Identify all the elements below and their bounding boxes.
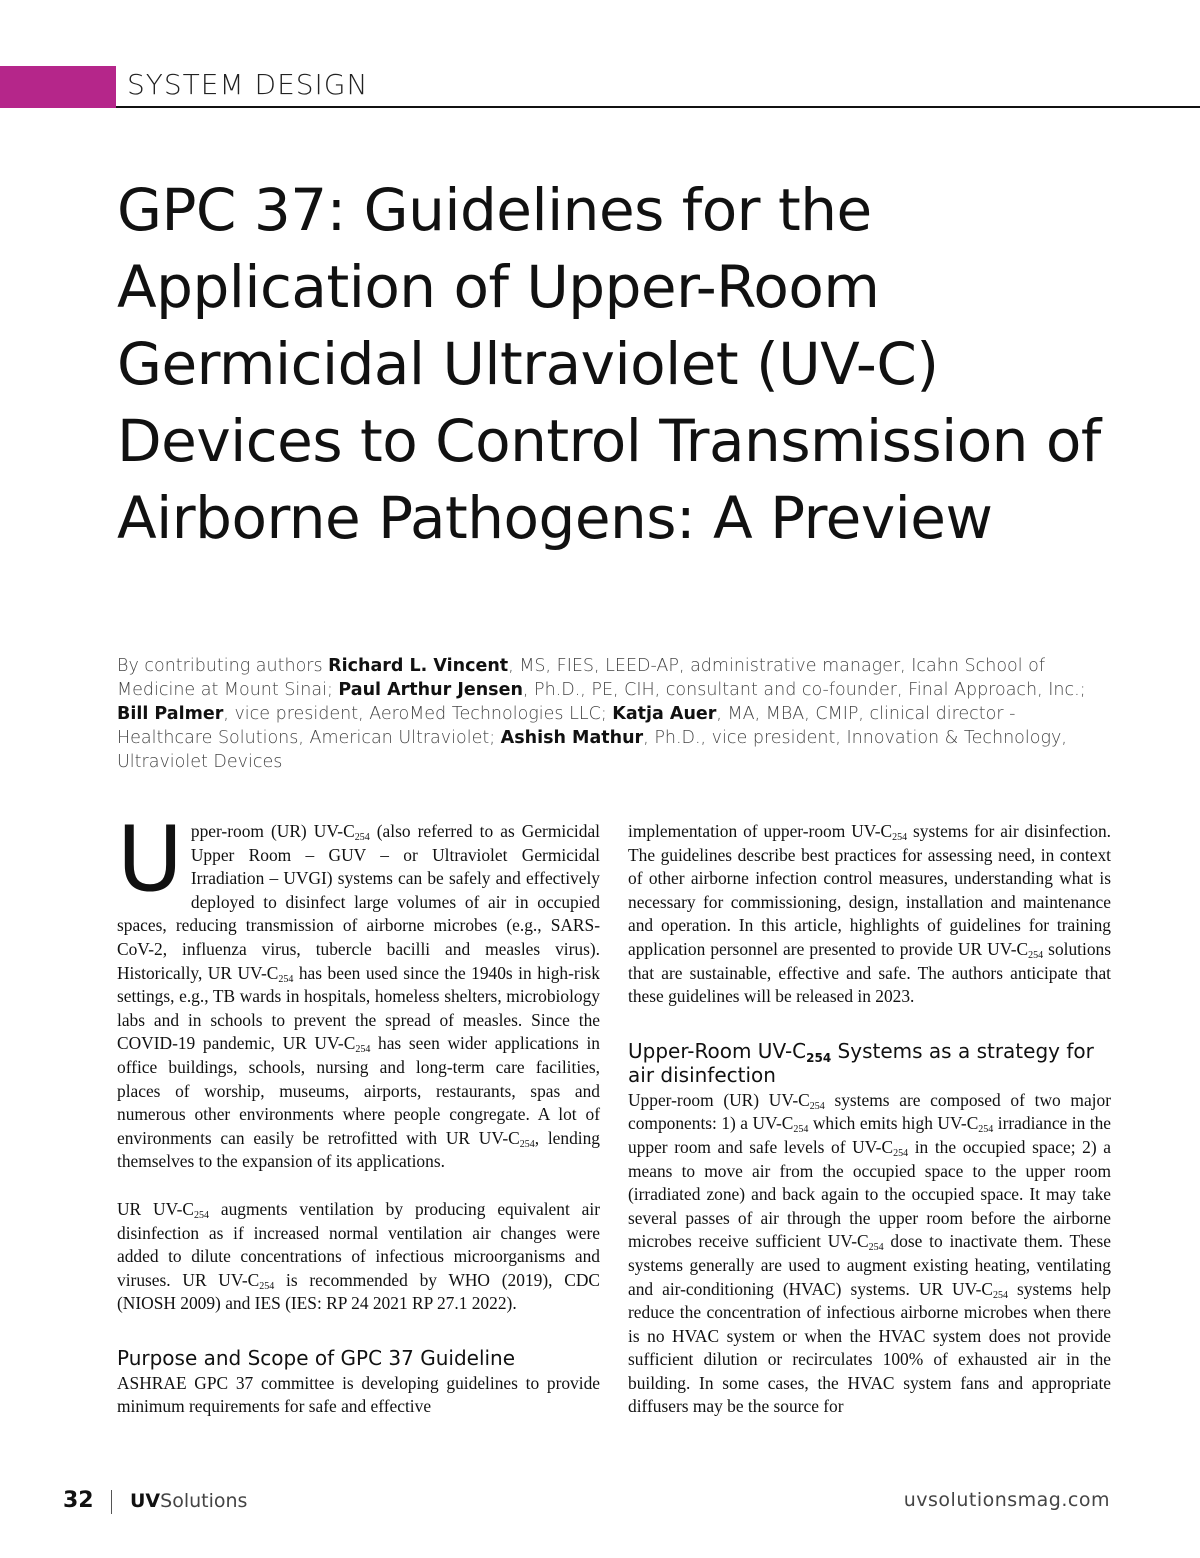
subscript: 254 <box>978 1124 994 1136</box>
heading-run: Systems as a strategy for air disinfection <box>628 1038 1094 1087</box>
subscript: 254 <box>1028 949 1044 961</box>
text-run: pper-room (UR) UV-C <box>190 821 355 841</box>
subscript: 254 <box>868 1242 884 1254</box>
byline <box>117 654 1107 774</box>
text-run: in the occupied space; 2) a means to move air from the occupied space to the upper room (irradiated zone) and back again to the occupied space. It may take several passes of air through the upper room before the airborne microbes receive sufficient UV-C <box>628 1136 1111 1252</box>
author-name: Paul Arthur Jensen <box>338 680 523 700</box>
text-run: augments ventilation by producing equivalent air disinfection as if increased normal ventilation air changes were added to dilute concentrations of infectious microorganisms and viruses. UR UV-C <box>117 1198 601 1290</box>
text-run: systems for air disinfection. The guidelines describe best practices for assessing need, in context of other airborne infection control measures, understanding what is necessary for commissioning, design, installation and maintenance and operation. In this article, highlights of guidelines for training application personnel are presented to provide UR UV-C <box>628 821 1111 959</box>
author-name: Richard L. Vincent <box>328 656 509 676</box>
section-accent-bar <box>0 66 116 108</box>
text-run: systems help reduce the concentration of infectious airborne microbes when there is no HVAC system or when the HVAC system does not provide sufficient dilution or recirculates 100% of exhausted air in the building. In some cases, the HVAC system fans and appropriate diffusers may be the source for <box>628 1278 1112 1417</box>
text-run: , lending themselves to the expansion of its applications. <box>117 1127 601 1172</box>
subscript: 254 <box>892 832 908 843</box>
author-detail: , Ph.D., vice president, Innovation & Technology, Ultraviolet Devices <box>117 728 1067 772</box>
paragraph-ventilation <box>117 1198 600 1316</box>
author-detail: , MS, FIES, LEED-AP, administrative manager, Icahn School of Medicine at Mount Sinai; <box>117 656 1046 700</box>
article-title: GPC 37: Guidelines for the Application of Upper-Room Germicidal Ultraviolet (UV-C) Devices to Control Transmission of Airborne Pathogens: A Preview <box>117 176 1101 552</box>
subscript: 254 <box>355 1044 371 1056</box>
text-run: has been used since the 1940s in high-risk settings, e.g., TB wards in hospitals, homeless shelters, microbiology labs and in schools to prevent the spread of measles. Since the COVID-19 pandemic, UR UV-C <box>117 962 600 1054</box>
subscript: 254 <box>278 973 294 985</box>
subscript: 254 <box>992 1289 1008 1301</box>
text-run: Upper-room (UR) UV-C <box>628 1089 810 1110</box>
subscript: 254 <box>806 1050 832 1065</box>
paragraph-purpose-continued <box>628 820 1111 1009</box>
subscript: 254 <box>354 832 370 843</box>
paragraph-systems <box>628 1089 1111 1419</box>
heading-run: Upper-Room UV-C <box>628 1038 807 1063</box>
author-name: Bill Palmer <box>117 704 224 724</box>
byline-intro: By contributing authors <box>117 656 329 676</box>
drop-cap: U <box>117 807 183 912</box>
magazine-url: uvsolutionsmag.com <box>903 1489 1110 1511</box>
section-heading-purpose: Purpose and Scope of GPC 37 Guideline <box>117 1345 516 1370</box>
author-name: Katja Auer <box>612 704 717 724</box>
text-run: solutions that are sustainable, effective and safe. The authors anticipate that these guidelines will be released in 2023. <box>628 938 1111 1007</box>
article-column-right <box>628 820 1111 1419</box>
text-run: (also referred to as Germicidal Upper Room – GUV – or Ultraviolet Germicidal Irradiation – UVGI) systems can be safely and effectively deployed to disinfect large volumes of air in occupied spaces, reducing transmission of airborne microbes (e.g., SARS-CoV-2, influenza virus, tubercle bacilli and measles virus). Historically, UR UV-C <box>117 821 600 983</box>
subscript: 254 <box>259 1280 275 1292</box>
subscript: 254 <box>893 1147 909 1159</box>
section-heading-systems <box>628 1039 1111 1087</box>
subscript: 254 <box>809 1100 825 1112</box>
author-detail: , MA, MBA, CMIP, clinical director - Healthcare Solutions, American Ultraviolet; <box>117 704 1016 748</box>
text-run: systems are composed of two major components: 1) a UV-C <box>628 1089 1111 1134</box>
text-run: which emits high UV-C <box>808 1113 979 1134</box>
section-rule <box>116 106 1200 108</box>
author-detail: , vice president, AeroMed Technologies LLC; <box>223 704 613 724</box>
text-run: dose to inactivate them. These systems generally are used to augment existing heating, ventilating and air-conditioning (HVAC) systems. UR UV-C <box>628 1231 1111 1299</box>
text-run: UR UV-C <box>117 1198 194 1219</box>
brand-rest: Solutions <box>160 1490 248 1512</box>
page-number: 32 <box>63 1488 94 1513</box>
text-run: ASHRAE GPC 37 committee is developing guidelines to provide minimum requirements for safe and effective <box>117 1372 600 1417</box>
subscript: 254 <box>793 1124 809 1136</box>
subscript: 254 <box>193 1209 209 1221</box>
text-run: irradiance in the upper room and safe levels of UV-C <box>628 1113 1111 1157</box>
brand-bold: UV <box>130 1490 161 1512</box>
section-label: SYSTEM DESIGN <box>127 68 369 101</box>
author-detail: , Ph.D., PE, CIH, consultant and co-founder, Final Approach, Inc.; <box>522 680 1086 700</box>
subscript: 254 <box>519 1138 535 1150</box>
paragraph-purpose <box>117 1372 600 1419</box>
text-run: implementation of upper-room UV-C <box>628 821 893 841</box>
text-run: has seen wider applications in office buildings, schools, nursing and long-term care facilities, places of worship, museums, airports, restaurants, spas and numerous other environments where people congregate. A lot of environments can easily be retrofitted with UR UV-C <box>117 1033 600 1148</box>
author-name: Ashish Mathur <box>500 728 644 748</box>
article-column-left <box>117 807 601 1419</box>
footer-separator <box>111 1490 112 1514</box>
paragraph-intro <box>117 807 601 1174</box>
text-run: is recommended by WHO (2019), CDC (NIOSH 2009) and IES (IES: RP 24 2021 RP 27.1 2022). <box>117 1269 600 1314</box>
magazine-brand <box>130 1490 247 1512</box>
